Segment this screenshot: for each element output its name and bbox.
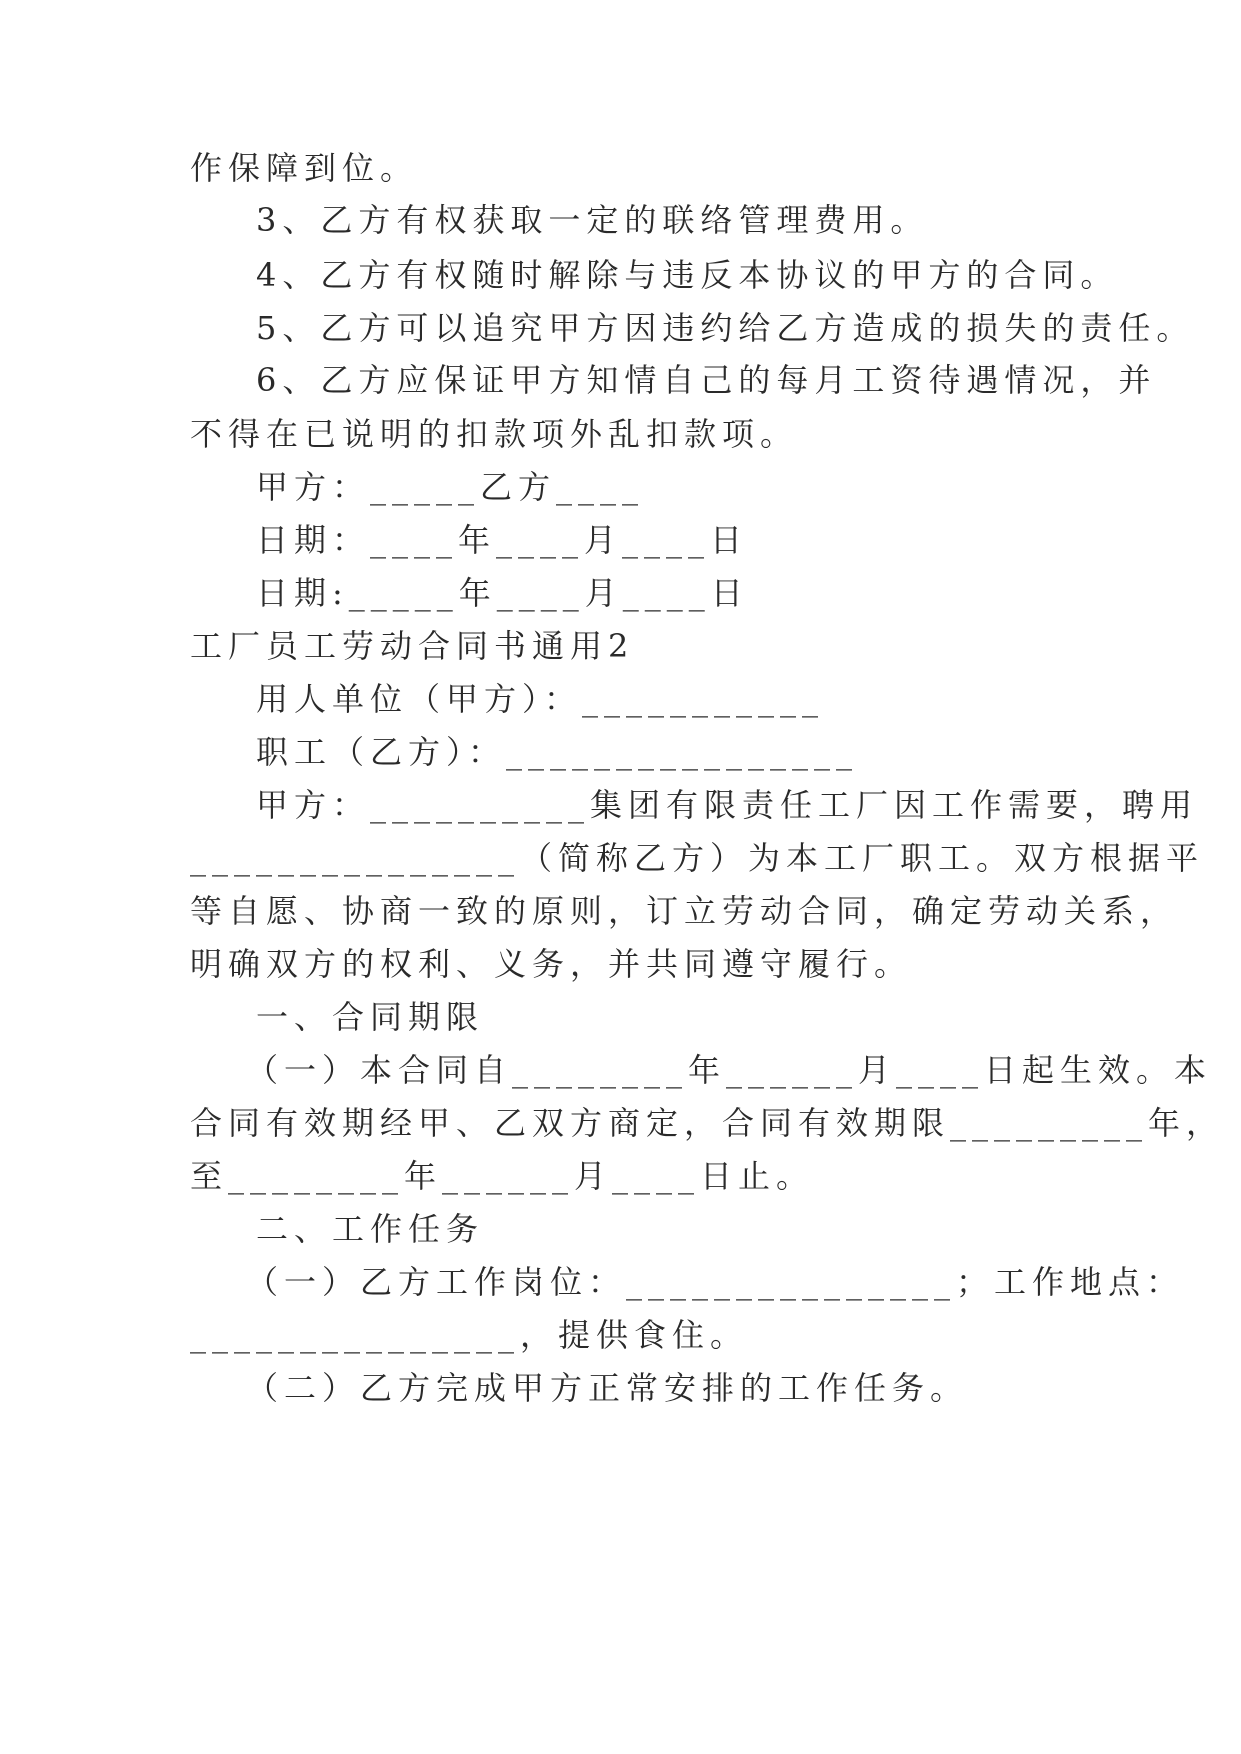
- text-line: 4、乙方有权随时解除与违反本协议的甲方的合同。: [256, 256, 1119, 294]
- date-line: 日期:_____年____月____日: [256, 574, 749, 612]
- section-heading: 二、工作任务: [256, 1210, 485, 1248]
- text-line: 合同有效期经甲、乙双方商定，合同有效期限_________年，: [190, 1104, 1225, 1142]
- text-line: 3、乙方有权获取一定的联络管理费用。: [256, 201, 929, 239]
- text-line: 6、乙方应保证甲方知情自己的每月工资待遇情况，并: [256, 361, 1157, 399]
- employer-field: 用人单位（甲方）：___________: [256, 680, 825, 718]
- text-line: （一）本合同自________年______月____日起生效。本: [246, 1051, 1213, 1089]
- signature-line: 甲方：_____乙方____: [256, 468, 645, 506]
- text-line: 5、乙方可以追究甲方因违约给乙方造成的损失的责任。: [256, 309, 1195, 347]
- text-line: _______________（简称乙方）为本工厂职工。双方根据平: [190, 839, 1205, 877]
- employee-field: 职工（乙方）：________________: [256, 733, 859, 771]
- text-line: 至________年______月____日止。: [190, 1157, 815, 1195]
- section-heading: 一、合同期限: [256, 998, 485, 1036]
- text-line: 不得在已说明的扣款项外乱扣款项。: [190, 415, 799, 453]
- text-line: _______________，提供食住。: [190, 1316, 749, 1354]
- text-line: 等自愿、协商一致的原则，订立劳动合同，确定劳动关系，: [190, 892, 1179, 930]
- text-line: 甲方：__________集团有限责任工厂因工作需要，聘用: [256, 786, 1199, 824]
- section-title: 工厂员工劳动合同书通用2: [190, 627, 635, 665]
- date-line: 日期：____年____月____日: [256, 521, 749, 559]
- text-line: 作保障到位。: [190, 149, 419, 187]
- text-line: 明确双方的权利、义务，并共同遵守履行。: [190, 945, 913, 983]
- text-line: （一）乙方工作岗位：_______________；工作地点：: [246, 1263, 1185, 1301]
- text-line: （二）乙方完成甲方正常安排的工作任务。: [246, 1369, 969, 1407]
